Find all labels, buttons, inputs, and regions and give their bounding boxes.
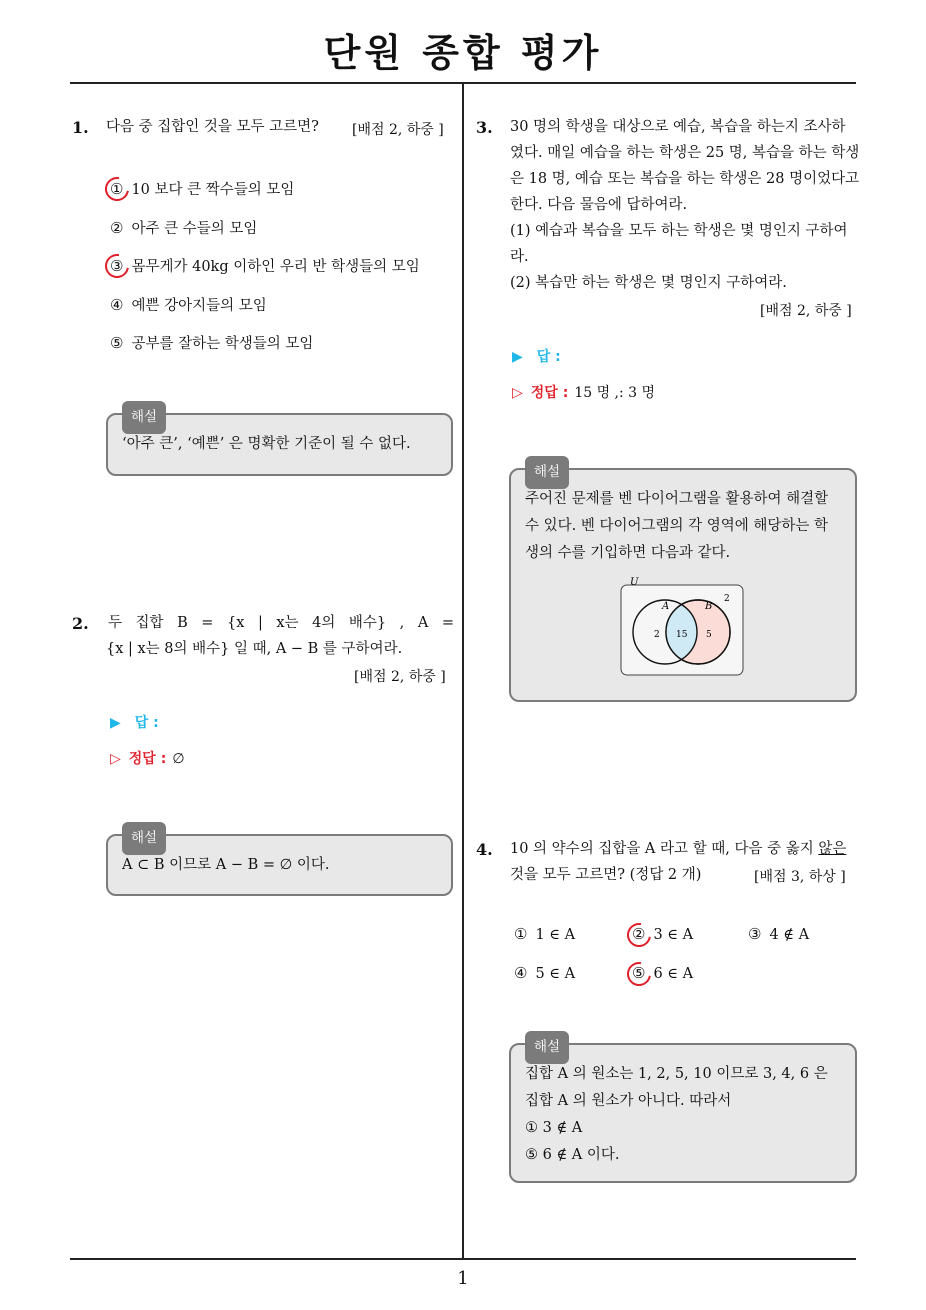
question-line: (1) 예습과 복습을 모두 하는 학생은 몇 명인지 구하여 [510, 223, 848, 239]
question-line: 은 18 명, 예습 또는 복습을 하는 학생은 28 명이었다고 [510, 171, 860, 187]
option-number: ② [110, 219, 124, 237]
option-number: ④ [110, 296, 124, 314]
explanation-tag: 해설 [122, 401, 166, 434]
question-text: 다음 중 집합인 것을 모두 고르면? [106, 119, 319, 135]
option-number: ⑤ [632, 964, 646, 982]
venn-both-value: 15 [676, 630, 688, 640]
answer-arrow-icon: ▶ [512, 349, 523, 365]
venn-diagram [620, 577, 746, 677]
explanation-tag: 해설 [525, 1031, 569, 1064]
grade-info: [배점 2, 하중 ] [354, 669, 446, 685]
answer-arrow-icon: ▶ [110, 715, 121, 731]
option-4[interactable] [110, 294, 267, 315]
venn-label-b: B [705, 601, 713, 612]
column-divider [462, 84, 464, 1260]
question-text [510, 114, 860, 296]
explanation-line: ⑤ 6 ∉ A 이다. [525, 1147, 620, 1163]
question-line: 였다. 매일 예습을 하는 학생은 25 명, 복습을 하는 학생 [510, 145, 860, 161]
option-number: ③ [748, 925, 762, 943]
explanation-line: 수 있다. 벤 다이어그램의 각 영역에 해당하는 학 [525, 518, 829, 534]
question-number: 4. [476, 840, 493, 859]
venn-b-only-value: 5 [706, 630, 712, 640]
option-4[interactable] [514, 964, 575, 982]
answer-label: 답 : [134, 715, 159, 731]
question-text-line-2: 것을 모두 고르면? (정답 2 개) [510, 867, 702, 883]
option-1[interactable] [514, 925, 575, 943]
option-5[interactable] [110, 332, 313, 353]
option-text: 몸무게가 40kg 이하인 우리 반 학생들의 모임 [131, 259, 420, 275]
answer-row [512, 346, 561, 366]
correct-value: 15 명 ,: 3 명 [574, 385, 656, 401]
explanation-box [509, 464, 857, 702]
question-text-line-1: 두 집합 B = {x | x는 4의 배수} , A = [108, 615, 454, 631]
explanation-line: 집합 A 의 원소가 아니다. 따라서 [525, 1093, 732, 1109]
explanation-line: ① 3 ∉ A [525, 1120, 583, 1136]
explanation-line: 주어진 문제를 벤 다이어그램을 활용하여 해결할 [525, 491, 829, 507]
grade-info: [배점 2, 하중 ] [760, 303, 852, 319]
correct-answer-row [110, 748, 185, 768]
option-text: 3 ∈ A [653, 927, 694, 943]
option-number: ② [632, 925, 646, 943]
question-text-line-2: {x | x는 8의 배수} 일 때, A − B 를 구하여라. [106, 641, 403, 657]
option-3[interactable] [110, 255, 420, 276]
option-text: 4 ∉ A [769, 927, 810, 943]
answer-label: 답 : [536, 349, 561, 365]
correct-value: ∅ [172, 751, 185, 767]
option-number: ① [110, 180, 124, 198]
option-3[interactable] [748, 925, 809, 943]
option-text: 아주 큰 수들의 모임 [131, 221, 258, 237]
question-text-line-1 [510, 836, 846, 862]
correct-answer-row [512, 382, 655, 402]
selected-mark-icon [622, 957, 655, 990]
explanation-text: ‘아주 큰’, ‘예쁜’ 은 명확한 기준이 될 수 없다. [122, 436, 411, 452]
option-number: ③ [110, 257, 124, 275]
correct-label: 정답 : [128, 751, 167, 767]
explanation-tag: 해설 [525, 456, 569, 489]
venn-outside-value: 2 [724, 594, 730, 604]
question-line: 30 명의 학생을 대상으로 예습, 복습을 하는지 조사하 [510, 119, 846, 135]
option-1[interactable] [110, 178, 294, 199]
explanation-box [509, 1039, 857, 1183]
option-number: ④ [514, 964, 528, 982]
question-number: 2. [72, 614, 89, 633]
page-number: 1 [457, 1268, 469, 1289]
bottom-divider [70, 1258, 856, 1260]
question-number: 1. [72, 118, 89, 137]
explanation-box [106, 409, 453, 476]
option-number: ① [514, 925, 528, 943]
grade-info: [배점 3, 하상 ] [754, 869, 846, 885]
question-line: 한다. 다음 물음에 답하여라. [510, 197, 688, 213]
explanation-box [106, 830, 453, 896]
question-text-part: 10 의 약수의 집합을 A 라고 할 때, 다음 중 옳지 [510, 841, 819, 857]
explanation-line: 생의 수를 기입하면 다음과 같다. [525, 545, 731, 561]
explanation-tag: 해설 [122, 822, 166, 855]
answer-row [110, 712, 159, 732]
option-text: 6 ∈ A [653, 966, 694, 982]
question-number: 3. [476, 118, 493, 137]
option-text: 1 ∈ A [535, 927, 576, 943]
explanation-text: A ⊂ B 이므로 A − B = ∅ 이다. [122, 857, 330, 873]
venn-a-only-value: 2 [654, 630, 660, 640]
question-text-underlined: 않은 [818, 841, 847, 857]
page-title: 단원 종합 평가 [323, 31, 603, 75]
option-text: 공부를 잘하는 학생들의 모임 [131, 336, 314, 352]
explanation-line: 집합 A 의 원소는 1, 2, 5, 10 이므로 3, 4, 6 은 [525, 1066, 828, 1082]
venn-label-u: U [630, 577, 639, 588]
option-text: 10 보다 큰 짝수들의 모임 [131, 182, 295, 198]
grade-info: [배점 2, 하중 ] [352, 122, 444, 138]
option-2[interactable] [110, 217, 257, 238]
option-text: 예쁜 강아지들의 모임 [131, 298, 267, 314]
option-text: 5 ∈ A [535, 966, 576, 982]
question-line: 라. [510, 249, 529, 265]
question-line: (2) 복습만 하는 학생은 몇 명인지 구하여라. [510, 275, 787, 291]
correct-label: 정답 : [530, 385, 569, 401]
correct-arrow-icon: ▷ [110, 751, 121, 767]
correct-arrow-icon: ▷ [512, 385, 523, 401]
option-number: ⑤ [110, 334, 124, 352]
venn-label-a: A [662, 601, 670, 612]
selected-mark-icon [622, 918, 655, 951]
